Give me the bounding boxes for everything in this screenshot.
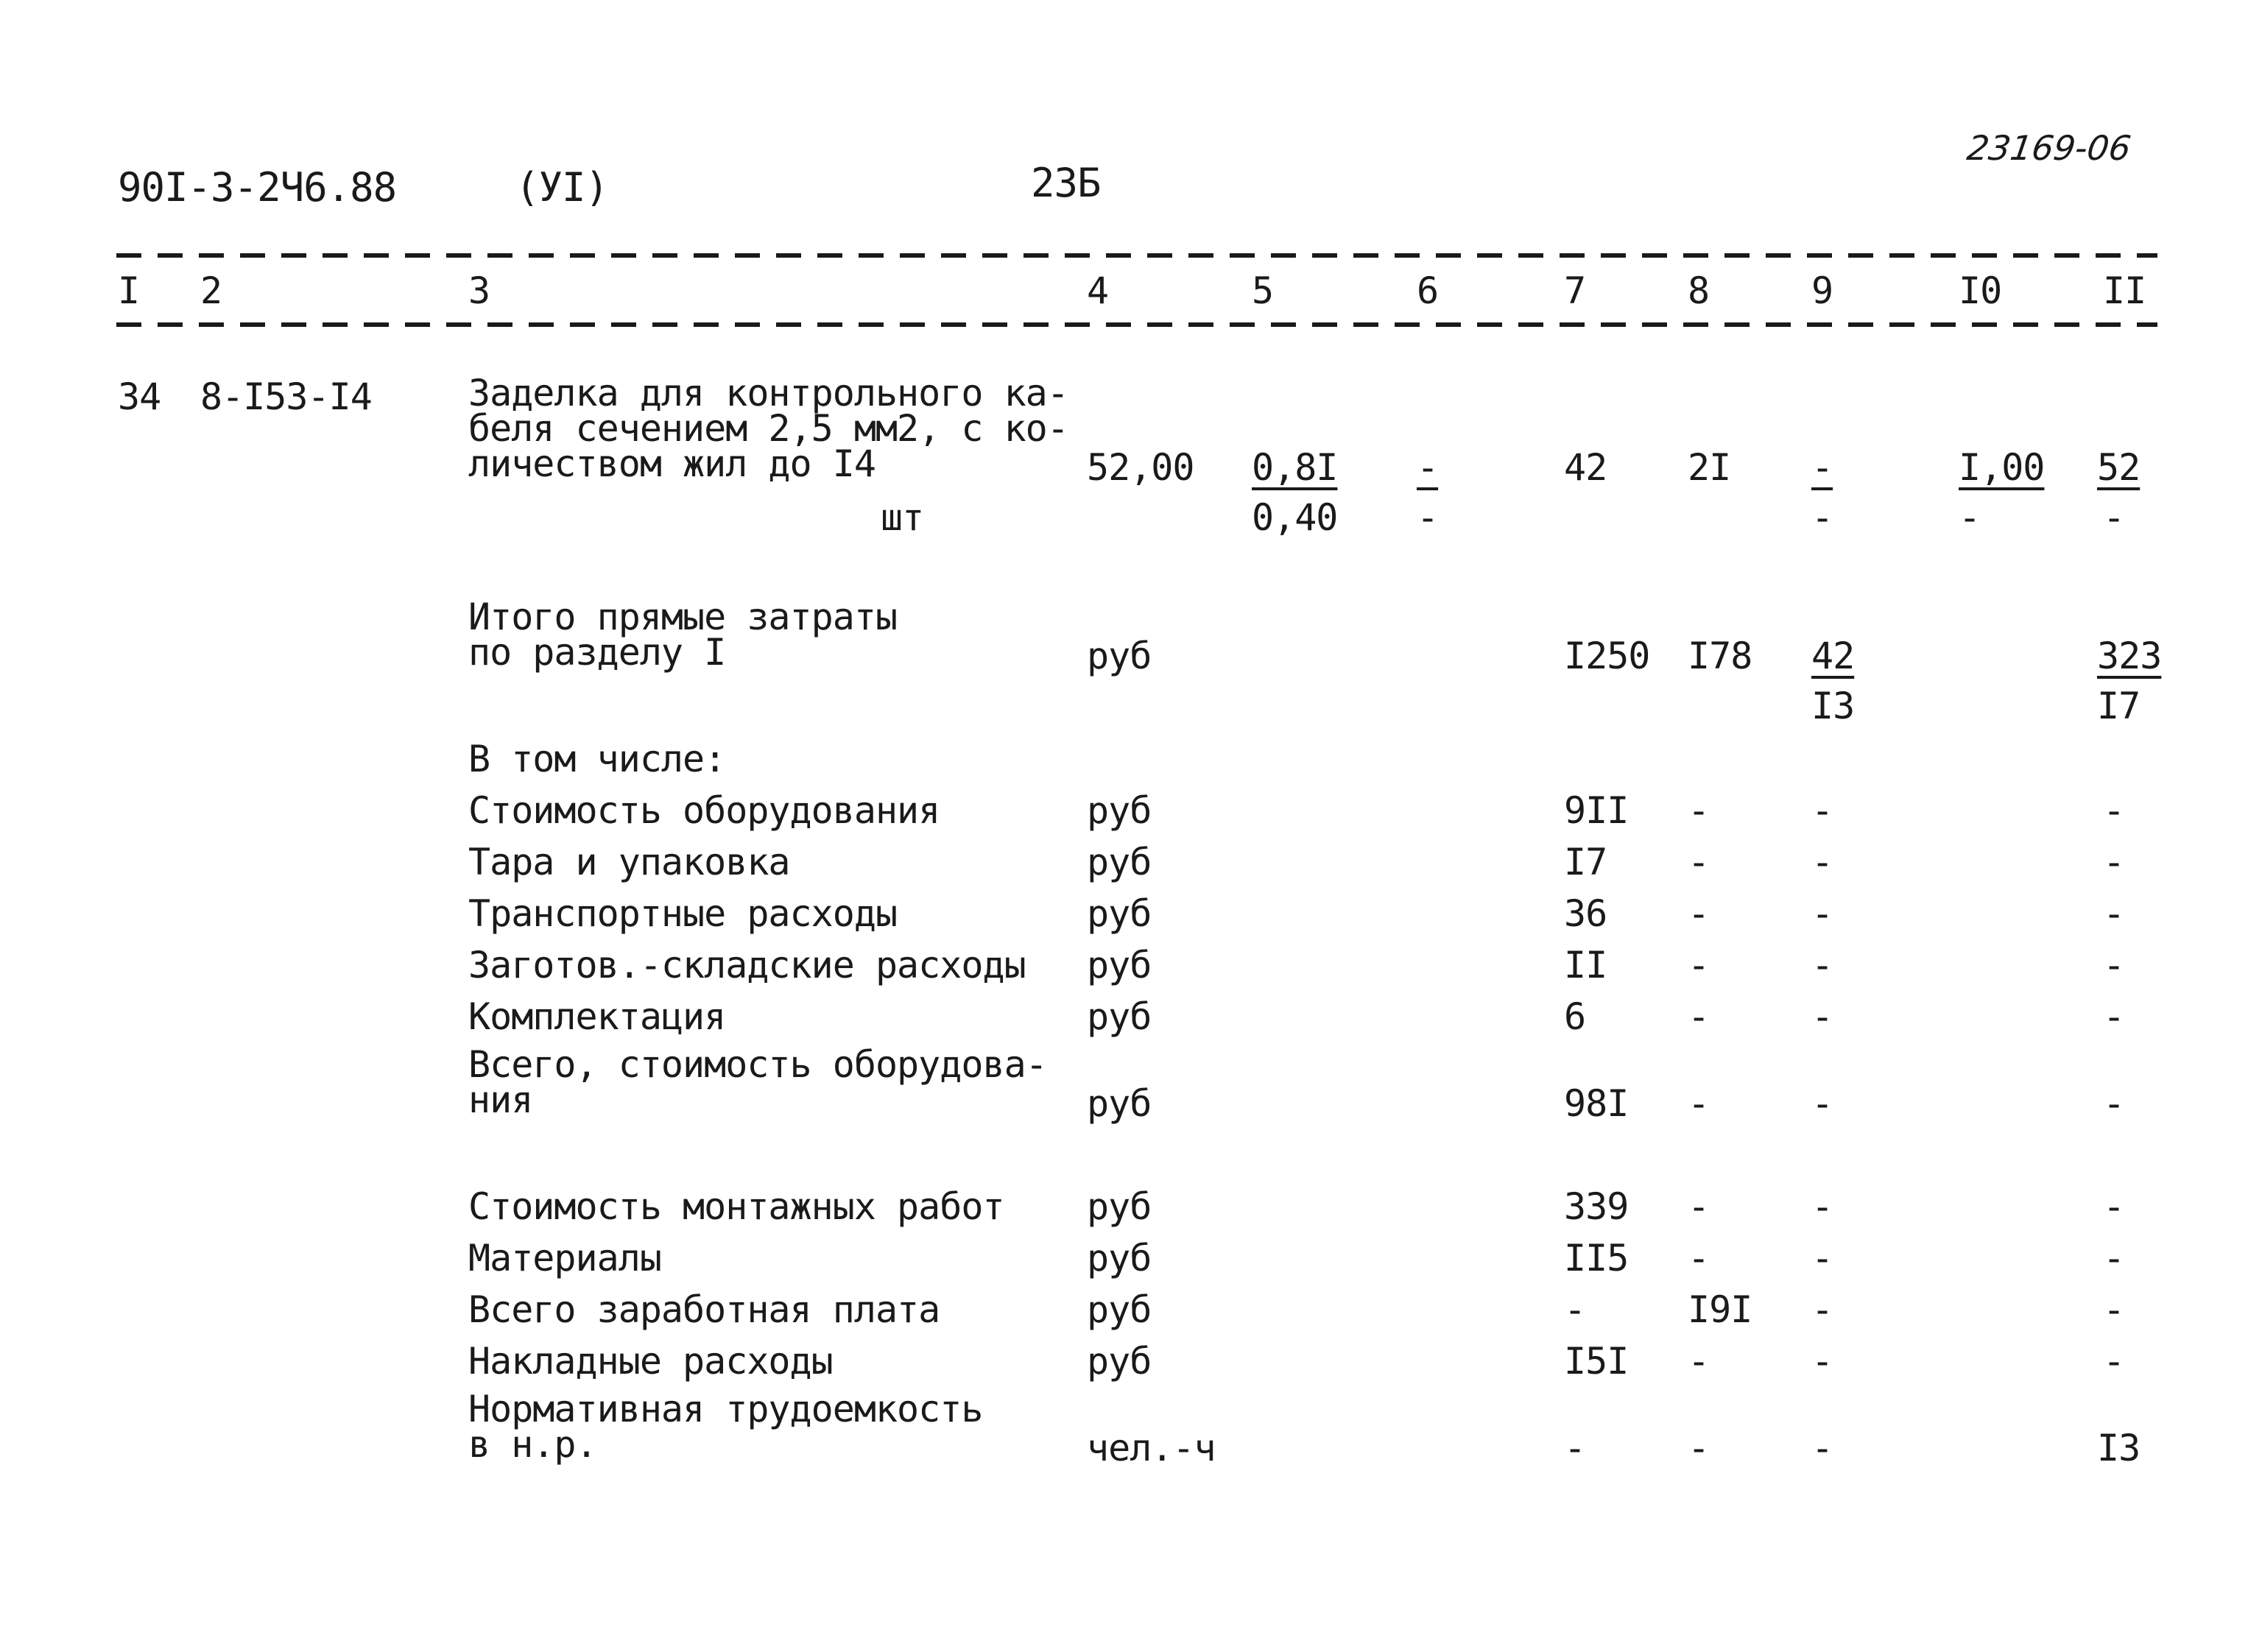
entry-col10-bottom: - [1959, 496, 1981, 539]
row-unit: руб [1087, 995, 1152, 1038]
total-col11-bottom: I7 [2097, 685, 2141, 727]
row-col8: I9I [1688, 1288, 1752, 1331]
col-header-3: 3 [468, 269, 490, 312]
entry-col10-top: I,00 [1959, 446, 2045, 489]
entry-col5-bottom: 0,40 [1252, 496, 1338, 539]
equip-total-col8: - [1688, 1082, 1710, 1125]
row-label: Стоимость монтажных работ [468, 1185, 1004, 1228]
row-col7: I5I [1564, 1340, 1629, 1383]
labor-col8: - [1688, 1427, 1710, 1469]
entry-description-line: личеством жил до I4 [468, 442, 875, 485]
row-label: Тара и упаковка [468, 841, 790, 883]
entry-col5-top: 0,8I [1252, 446, 1338, 489]
row-col7: 36 [1564, 892, 1607, 935]
equip-total-col11: - [2103, 1082, 2125, 1125]
equip-total-label-line: ния [468, 1079, 533, 1121]
equip-total-unit: руб [1087, 1082, 1152, 1125]
total-col7: I250 [1564, 635, 1650, 677]
col-header-2: 2 [200, 269, 222, 312]
row-col11: - [2103, 944, 2125, 986]
entry-col11-top: 52 [2097, 446, 2141, 489]
total-col11-top: 323 [2097, 635, 2162, 677]
document-code: 90I-3-2Ч6.88 [118, 164, 397, 211]
entry-unit: шт [881, 496, 924, 539]
total-unit: руб [1087, 635, 1152, 677]
entry-description-line: беля сечением 2,5 мм2, с ко- [468, 407, 1068, 450]
row-col8: - [1688, 789, 1710, 832]
row-col7: II [1564, 944, 1607, 986]
entry-col6-bottom: - [1417, 496, 1439, 539]
row-col9: - [1811, 1288, 1833, 1331]
row-col11: - [2103, 1340, 2125, 1383]
entry-col7: 42 [1564, 446, 1607, 489]
header-top-rule [116, 253, 2157, 258]
row-col11: - [2103, 1237, 2125, 1279]
row-label: Материалы [468, 1237, 661, 1279]
col-header-10: I0 [1959, 269, 2002, 312]
col-header-4: 4 [1087, 269, 1109, 312]
entry-col8: 2I [1688, 446, 1731, 489]
equip-total-col7: 98I [1564, 1082, 1629, 1125]
col-header-5: 5 [1252, 269, 1274, 312]
entry-description-line: Заделка для контрольного ка- [468, 372, 1068, 414]
labor-col7: - [1564, 1427, 1586, 1469]
row-label: Заготов.-складские расходы [468, 944, 1026, 986]
row-col8: - [1688, 1340, 1710, 1383]
archive-stamp: 23169-06 [1965, 128, 2134, 168]
total-label-line: Итого прямые затраты [468, 596, 898, 638]
entry-col6-top: - [1417, 446, 1439, 489]
row-col9: - [1811, 1185, 1833, 1228]
entry-number: 34 [118, 375, 161, 418]
col-header-11: II [2103, 269, 2146, 312]
entry-code: 8-I53-I4 [200, 375, 372, 418]
row-label: Всего заработная плата [468, 1288, 940, 1331]
row-col8: - [1688, 1185, 1710, 1228]
row-label: Транспортные расходы [468, 892, 898, 935]
row-col9: - [1811, 1237, 1833, 1279]
row-unit: руб [1087, 1185, 1152, 1228]
labor-col11: I3 [2097, 1427, 2141, 1469]
row-col9: - [1811, 841, 1833, 883]
total-col8: I78 [1688, 635, 1752, 677]
total-col9-top: 42 [1811, 635, 1855, 677]
row-unit: руб [1087, 1340, 1152, 1383]
row-col9: - [1811, 944, 1833, 986]
total-label-line: по разделу I [468, 631, 726, 674]
row-col8: - [1688, 944, 1710, 986]
row-col11: - [2103, 892, 2125, 935]
row-col8: - [1688, 995, 1710, 1038]
including-label: В том числе: [468, 738, 726, 780]
row-col9: - [1811, 789, 1833, 832]
entry-col9-bottom: - [1811, 496, 1833, 539]
row-label: Стоимость оборудования [468, 789, 940, 832]
row-col9: - [1811, 892, 1833, 935]
row-unit: руб [1087, 1288, 1152, 1331]
row-col7: 339 [1564, 1185, 1629, 1228]
row-col11: - [2103, 1185, 2125, 1228]
row-col9: - [1811, 1340, 1833, 1383]
row-unit: руб [1087, 789, 1152, 832]
row-col7: 9II [1564, 789, 1629, 832]
equip-total-label-line: Всего, стоимость оборудова- [468, 1043, 1047, 1086]
labor-label-line: Нормативная трудоемкость [468, 1388, 983, 1430]
row-unit: руб [1087, 892, 1152, 935]
row-col11: - [2103, 995, 2125, 1038]
entry-col11-bottom: - [2103, 496, 2125, 539]
row-label: Накладные расходы [468, 1340, 833, 1383]
row-col8: - [1688, 1237, 1710, 1279]
labor-label-line: в н.р. [468, 1423, 597, 1466]
page-number: 23Б [1031, 160, 1101, 206]
entry-quantity: 52,00 [1087, 446, 1194, 489]
row-col7: II5 [1564, 1237, 1629, 1279]
row-col11: - [2103, 1288, 2125, 1331]
labor-col9: - [1811, 1427, 1833, 1469]
row-col7: 6 [1564, 995, 1586, 1038]
row-unit: руб [1087, 841, 1152, 883]
row-col8: - [1688, 892, 1710, 935]
col-header-1: I [118, 269, 140, 312]
header-bottom-rule [116, 322, 2157, 327]
row-col11: - [2103, 789, 2125, 832]
equip-total-col9: - [1811, 1082, 1833, 1125]
row-label: Комплектация [468, 995, 726, 1038]
total-col9-bottom: I3 [1811, 685, 1855, 727]
labor-unit: чел.-ч [1087, 1427, 1216, 1469]
col-header-9: 9 [1811, 269, 1833, 312]
row-col7: I7 [1564, 841, 1607, 883]
row-col8: - [1688, 841, 1710, 883]
col-header-6: 6 [1417, 269, 1439, 312]
entry-col9-top: - [1811, 446, 1833, 489]
col-header-8: 8 [1688, 269, 1710, 312]
row-col7: - [1564, 1288, 1586, 1331]
row-unit: руб [1087, 1237, 1152, 1279]
row-col9: - [1811, 995, 1833, 1038]
row-unit: руб [1087, 944, 1152, 986]
row-col11: - [2103, 841, 2125, 883]
col-header-7: 7 [1564, 269, 1586, 312]
volume-label: (УI) [515, 164, 609, 211]
